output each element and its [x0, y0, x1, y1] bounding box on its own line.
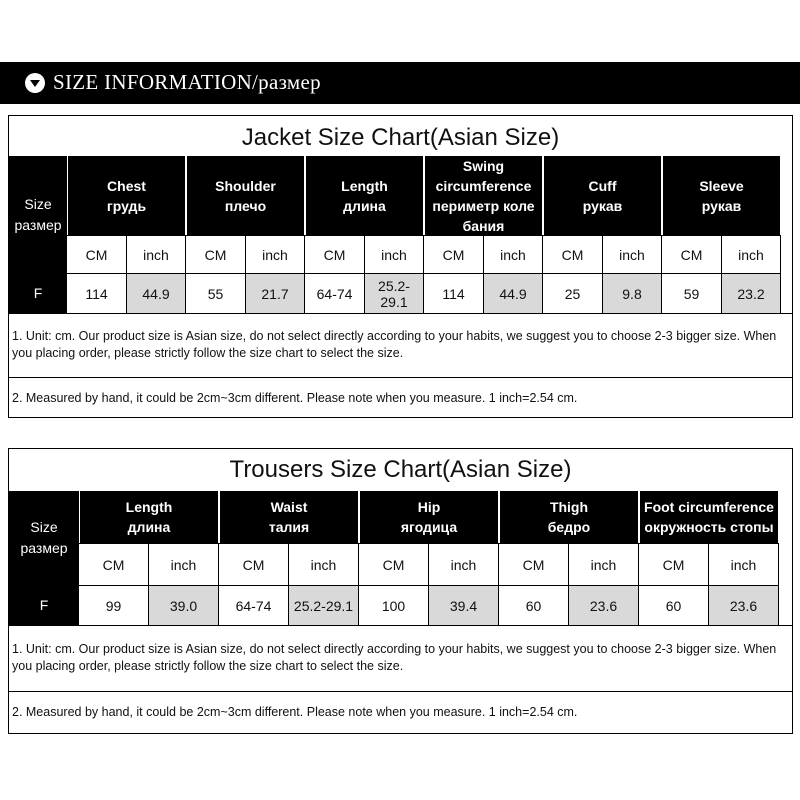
trousers-unit-cm: CM: [639, 543, 709, 585]
jacket-unit-inch: inch: [484, 235, 543, 273]
jacket-unit-inch: inch: [127, 235, 186, 273]
trousers-col-header-0: [80, 491, 218, 543]
jacket-unit-inch: inch: [246, 235, 305, 273]
trousers-value-cell: 23.6: [569, 585, 639, 625]
trousers-col-header-3-line: бедро: [547, 519, 591, 535]
trousers-value-cell: 39.0: [149, 585, 219, 625]
jacket-col-header-5: [663, 156, 780, 235]
jacket-row-size: F: [9, 273, 67, 313]
jacket-col-header-0-line: Chest: [107, 177, 146, 194]
trousers-row-size: F: [9, 585, 79, 625]
trousers-value-cell: 60: [499, 585, 569, 625]
jacket-unit-cm: CM: [67, 235, 127, 273]
jacket-col-header-2: [306, 156, 423, 235]
jacket-col-header-4-line: Cuff: [588, 177, 617, 194]
jacket-col-header-3: [425, 156, 542, 235]
jacket-size-header-line: Size: [24, 195, 52, 212]
trousers-size-chart: [8, 448, 793, 734]
trousers-col-header-3: [500, 491, 638, 543]
jacket-col-header-0-line: грудь: [106, 197, 147, 214]
jacket-col-header-3-line: Swing: [462, 157, 505, 174]
trousers-col-header-4-line: окружность стопы: [644, 519, 774, 535]
trousers-value-cell: 23.6: [709, 585, 779, 625]
jacket-unit-cm: CM: [662, 235, 722, 273]
trousers-unit-inch: inch: [709, 543, 779, 585]
trousers-value-cell: 64-74: [219, 585, 289, 625]
jacket-value-cell: 44.9: [484, 273, 543, 313]
trousers-value-cell: 39.4: [429, 585, 499, 625]
jacket-col-header-1: [187, 156, 304, 235]
jacket-value-cell: 59: [662, 273, 722, 313]
jacket-unit-cm: CM: [305, 235, 365, 273]
trousers-col-header-1: [220, 491, 358, 543]
jacket-unit-cm: CM: [424, 235, 484, 273]
jacket-col-header-0: [68, 156, 185, 235]
jacket-unit-cm: CM: [186, 235, 246, 273]
jacket-col-header-3-line: бания: [462, 217, 505, 234]
jacket-col-header-3-line: периметр коле: [432, 197, 535, 214]
jacket-col-header-2-line: длина: [343, 197, 386, 214]
trousers-unit-inch: inch: [429, 543, 499, 585]
jacket-unit-inch: inch: [365, 235, 424, 273]
jacket-value-cell: 114: [67, 273, 127, 313]
jacket-size-header: [9, 156, 67, 273]
trousers-col-header-4-line: Foot circumference: [644, 499, 774, 515]
trousers-value-cell: 60: [639, 585, 709, 625]
trousers-value-cell: 25.2-29.1: [289, 585, 359, 625]
trousers-unit-inch: inch: [569, 543, 639, 585]
jacket-value-cell: 64-74: [305, 273, 365, 313]
trousers-value-cell: 99: [79, 585, 149, 625]
trousers-note-unit: 1. Unit: cm. Our product size is Asian size, do not select directly according to your habits, we suggest you to choose 2-3 bigger size. When you placing order, please strictly follow the size chart to select the size.: [9, 625, 792, 691]
jacket-note-measure: 2. Measured by hand, it could be 2cm~3cm different. Please note when you measure. 1 inch=2.54 cm.: [9, 377, 792, 417]
banner-title: SIZE INFORMATION/размер: [53, 70, 321, 94]
trousers-unit-cm: CM: [499, 543, 569, 585]
jacket-value-cell: 25.2-29.1: [365, 273, 424, 313]
trousers-col-header-1-line: Waist: [270, 499, 308, 515]
jacket-value-cell: 21.7: [246, 273, 305, 313]
jacket-value-cell: 114: [424, 273, 484, 313]
jacket-unit-inch: inch: [722, 235, 781, 273]
trousers-note-measure: 2. Measured by hand, it could be 2cm~3cm different. Please note when you measure. 1 inch=2.54 cm.: [9, 691, 792, 733]
trousers-col-header-3-line: Thigh: [549, 499, 589, 515]
chevron-down-circle-icon: [25, 73, 45, 93]
trousers-col-header-2-line: ягодица: [400, 519, 458, 535]
trousers-chart-title: Trousers Size Chart(Asian Size): [229, 456, 572, 483]
trousers-col-header-0-line: Length: [125, 499, 173, 515]
jacket-size-chart: [8, 115, 793, 418]
trousers-unit-inch: inch: [289, 543, 359, 585]
jacket-col-header-4: [544, 156, 661, 235]
trousers-col-header-4: [640, 491, 778, 543]
trousers-value-cell: 100: [359, 585, 429, 625]
jacket-value-cell: 9.8: [603, 273, 662, 313]
jacket-chart-title: Jacket Size Chart(Asian Size): [241, 124, 560, 151]
trousers-unit-cm: CM: [79, 543, 149, 585]
jacket-col-header-3-line: circumference: [435, 177, 532, 194]
trousers-unit-cm: CM: [359, 543, 429, 585]
jacket-value-cell: 44.9: [127, 273, 186, 313]
trousers-unit-inch: inch: [149, 543, 219, 585]
jacket-col-header-5-line: Sleeve: [699, 177, 744, 194]
jacket-note-unit: 1. Unit: cm. Our product size is Asian size, do not select directly according to your habits, we suggest you to choose 2-3 bigger size. When you placing order, please strictly follow the size chart to select the size.: [9, 313, 792, 377]
trousers-size-header: [9, 491, 79, 585]
trousers-size-header-line: размер: [20, 540, 68, 556]
trousers-col-header-2: [360, 491, 498, 543]
jacket-unit-inch: inch: [603, 235, 662, 273]
jacket-size-header-line: размер: [14, 216, 62, 233]
jacket-col-header-2-line: Length: [341, 177, 388, 194]
trousers-col-header-1-line: талия: [268, 519, 310, 535]
jacket-value-cell: 25: [543, 273, 603, 313]
trousers-unit-cm: CM: [219, 543, 289, 585]
trousers-col-header-2-line: Hip: [417, 499, 441, 515]
jacket-unit-cm: CM: [543, 235, 603, 273]
jacket-value-cell: 55: [186, 273, 246, 313]
jacket-col-header-5-line: рукав: [701, 197, 742, 214]
jacket-col-header-1-line: Shoulder: [215, 177, 276, 194]
size-information-banner: [0, 62, 800, 104]
trousers-col-header-0-line: длина: [127, 519, 171, 535]
trousers-size-header-line: Size: [30, 519, 58, 535]
jacket-value-cell: 23.2: [722, 273, 781, 313]
jacket-col-header-4-line: рукав: [582, 197, 623, 214]
jacket-col-header-1-line: плечо: [224, 197, 267, 214]
